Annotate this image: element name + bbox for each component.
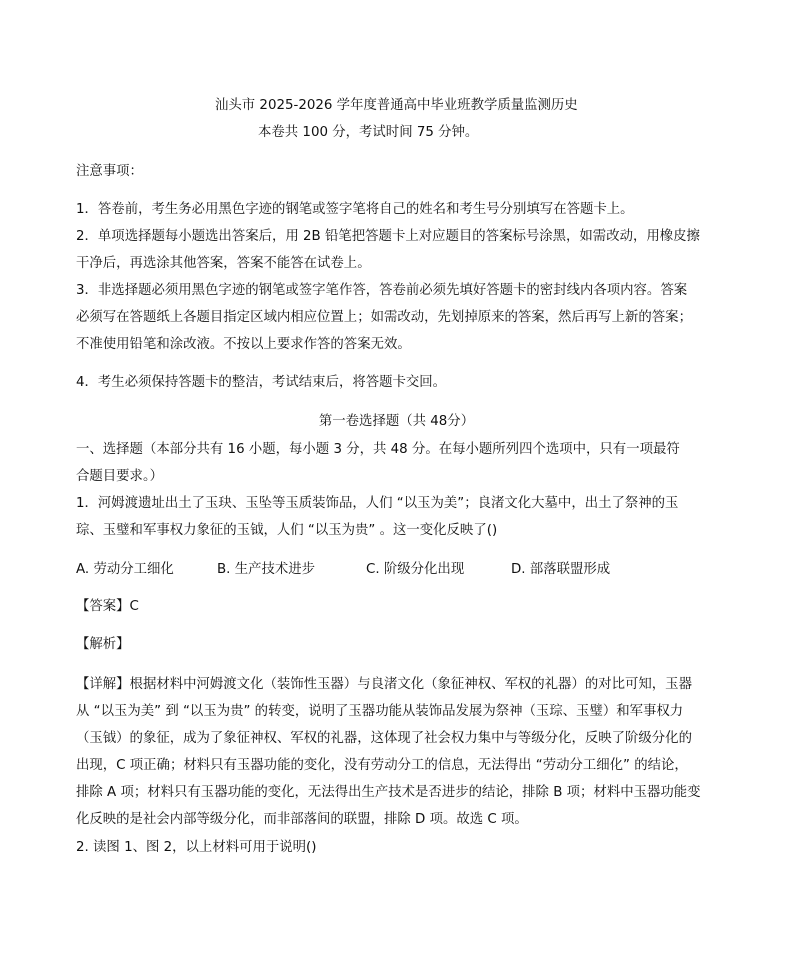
detail-line: 排除 A 项；材料只有玉器功能的变化，无法得出生产技术是否进步的结论，排除 B 项；材料中玉器功能变 — [76, 785, 701, 800]
detail-line: 出现，C 项正确；材料只有玉器功能的变化，没有劳动分工的信息，无法得出 “劳动分工细化” 的结论， — [76, 758, 688, 773]
question-stem: 2. 读图 1、图 2，以上材料可用于说明() — [76, 840, 317, 855]
question-stem: 1．河姆渡遗址出土了玉玦、玉坠等玉质装饰品，人们 “以玉为美”；良渚文化大墓中，出土了祭神的玉 — [76, 496, 679, 511]
detail-line: 【详解】根据材料中河姆渡文化（装饰性玉器）与良渚文化（象征神权、军权的礼器）的对比可知，玉器 — [76, 677, 692, 692]
notice-line: 3．非选择题必须用黑色字迹的钢笔或签字笔作答，答卷前必须先填好答题卡的密封线内各项内容。答案 — [76, 283, 688, 298]
detail-line: 从 “以玉为美” 到 “以玉为贵” 的转变，说明了玉器功能从装饰品发展为祭神（玉琮、玉璧）和军事权力 — [76, 704, 684, 719]
notice-line: 不准使用铅笔和涂改液。不按以上要求作答的答案无效。 — [76, 337, 411, 352]
option-c: C. 阶级分化出现 — [366, 562, 465, 577]
section-intro: 一、选择题（本部分共有 16 小题，每小题 3 分，共 48 分。在每小题所列四个选项中，只有一项最符 — [76, 442, 680, 457]
section-title: 第一卷选择题（共 48分） — [318, 414, 475, 429]
notice-line: 干净后，再选涂其他答案，答案不能答在试卷上。 — [76, 256, 371, 271]
notice-line: 2．单项选择题每小题选出答案后，用 2B 铅笔把答题卡上对应题目的答案标号涂黑，如需改动，用橡皮擦 — [76, 229, 700, 244]
option-b: B. 生产技术进步 — [217, 562, 316, 577]
option-a: A. 劳动分工细化 — [76, 562, 174, 577]
section-intro: 合题目要求。） — [76, 469, 164, 484]
answer-label: 【答案】C — [76, 599, 139, 614]
notice-line: 4．考生必须保持答题卡的整洁，考试结束后，将答题卡交回。 — [76, 375, 447, 390]
exam-title: 汕头市 2025-2026 学年度普通高中毕业班教学质量监测历史 — [215, 98, 578, 113]
question-stem: 琮、玉璧和军事权力象征的玉钺，人们 “以玉为贵” 。这一变化反映了() — [76, 523, 498, 538]
exam-subtitle: 本卷共 100 分，考试时间 75 分钟。 — [258, 125, 479, 140]
notice-heading: 注意事项： — [76, 164, 143, 179]
notice-line: 必须写在答题纸上各题目指定区域内相应位置上；如需改动，先划掉原来的答案，然后再写上新的答案； — [76, 310, 692, 325]
analysis-label: 【解析】 — [76, 637, 130, 652]
detail-line: 化反映的是社会内部等级分化，而非部落间的联盟，排除 D 项。故选 C 项。 — [76, 812, 528, 827]
option-d: D. 部落联盟形成 — [511, 562, 611, 577]
detail-line: （玉钺）的象征，成为了象征神权、军权的礼器，这体现了社会权力集中与等级分化，反映了阶级分化的 — [76, 731, 692, 746]
notice-line: 1．答卷前，考生务必用黑色字迹的钢笔或签字笔将自己的姓名和考生号分别填写在答题卡上。 — [76, 202, 634, 217]
